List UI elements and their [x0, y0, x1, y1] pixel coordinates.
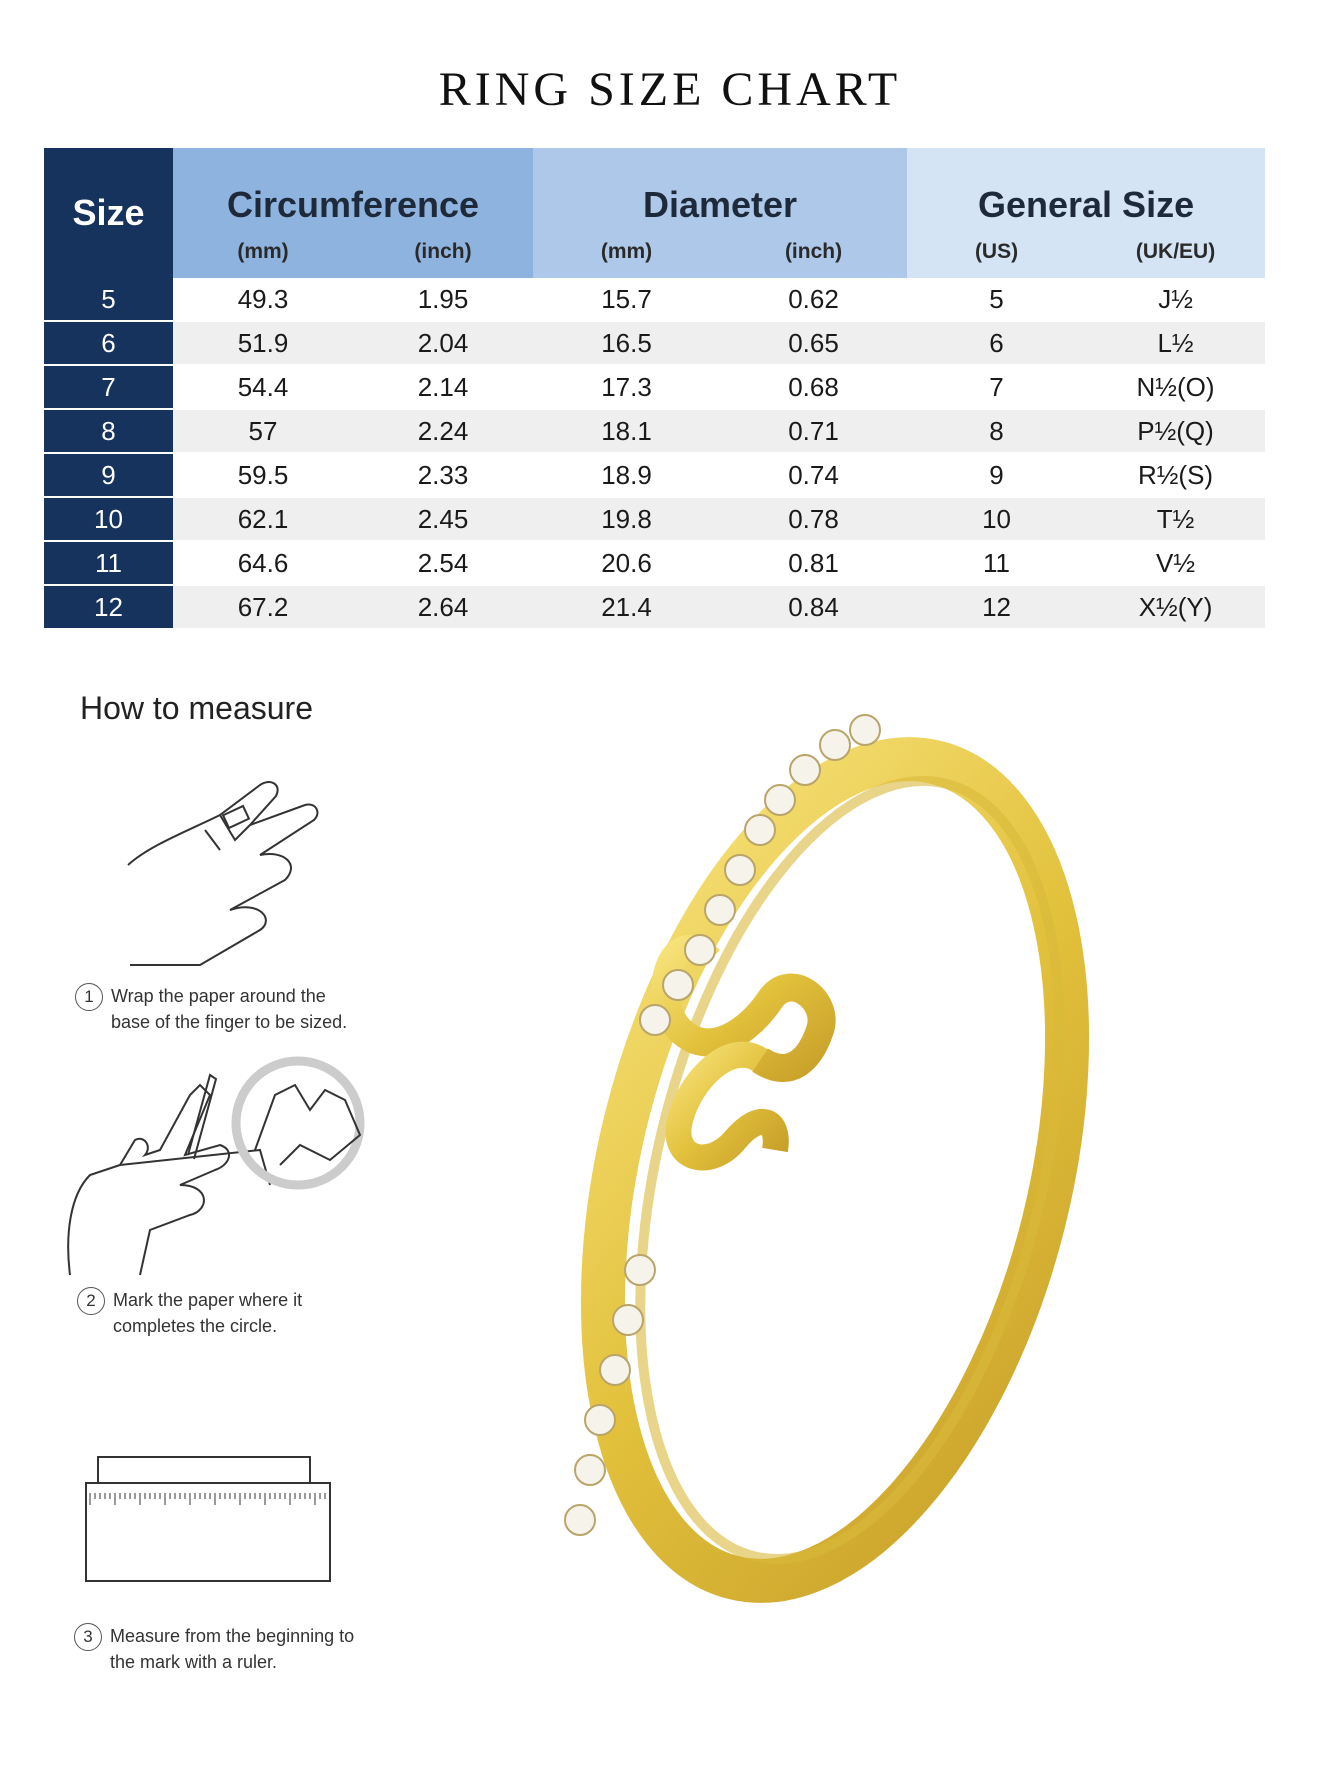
ring-stone	[640, 1005, 670, 1035]
circumference-inch-cell: 2.33	[353, 453, 533, 497]
circumference-mm-cell: 51.9	[173, 321, 353, 365]
step-text-line1: Measure from the beginning to	[110, 1626, 355, 1646]
us-size-cell: 10	[907, 497, 1086, 541]
diameter-mm-cell: 17.3	[533, 365, 720, 409]
size-cell: 8	[44, 409, 173, 453]
circumference-inch-cell: 2.64	[353, 585, 533, 629]
ring-stone	[765, 785, 795, 815]
table-row	[44, 321, 1265, 365]
unit-header: (mm)	[533, 226, 720, 278]
circumference-mm-cell: 67.2	[173, 585, 353, 629]
diameter-inch-cell: 0.65	[720, 321, 907, 365]
ring-size-table	[44, 148, 1265, 630]
size-cell: 12	[44, 585, 173, 629]
diameter-mm-cell: 18.9	[533, 453, 720, 497]
ring-stone	[745, 815, 775, 845]
step-2	[77, 1287, 302, 1339]
ring-stone	[725, 855, 755, 885]
table-row	[44, 497, 1265, 541]
circumference-inch-cell: 2.54	[353, 541, 533, 585]
diameter-mm-cell: 18.1	[533, 409, 720, 453]
diameter-inch-cell: 0.84	[720, 585, 907, 629]
mark-paper-illustration	[60, 1055, 380, 1280]
ruler-illustration	[84, 1455, 334, 1585]
diameter-inch-cell: 0.74	[720, 453, 907, 497]
general-size-header: General Size	[907, 148, 1265, 226]
circumference-mm-cell: 49.3	[173, 278, 353, 321]
infinity-ring-image	[560, 700, 1120, 1620]
ring-stone	[565, 1505, 595, 1535]
diameter-mm-cell: 19.8	[533, 497, 720, 541]
us-size-cell: 7	[907, 365, 1086, 409]
circumference-mm-cell: 54.4	[173, 365, 353, 409]
size-cell: 11	[44, 541, 173, 585]
unit-header: (US)	[907, 226, 1086, 278]
unit-header: (mm)	[173, 226, 353, 278]
ring-stone	[790, 755, 820, 785]
step-text-line2: base of the finger to be sized.	[111, 1012, 348, 1032]
diameter-mm-cell: 21.4	[533, 585, 720, 629]
step-number: 3	[74, 1623, 102, 1651]
circumference-mm-cell: 62.1	[173, 497, 353, 541]
table-row	[44, 453, 1265, 497]
circumference-inch-cell: 1.95	[353, 278, 533, 321]
us-size-cell: 12	[907, 585, 1086, 629]
diameter-inch-cell: 0.71	[720, 409, 907, 453]
circumference-mm-cell: 59.5	[173, 453, 353, 497]
ring-stone	[585, 1405, 615, 1435]
ring-stone	[820, 730, 850, 760]
size-cell: 10	[44, 497, 173, 541]
diameter-mm-cell: 15.7	[533, 278, 720, 321]
size-cell: 7	[44, 365, 173, 409]
table-row	[44, 365, 1265, 409]
table-row	[44, 409, 1265, 453]
ring-stone	[663, 970, 693, 1000]
unit-header: (inch)	[720, 226, 907, 278]
ring-stone	[613, 1305, 643, 1335]
diameter-inch-cell: 0.68	[720, 365, 907, 409]
size-cell: 5	[44, 278, 173, 321]
table-row	[44, 585, 1265, 629]
diameter-mm-cell: 16.5	[533, 321, 720, 365]
table-row	[44, 278, 1265, 321]
hand-wrap-illustration	[110, 770, 340, 980]
step-3	[74, 1623, 354, 1675]
size-header: Size	[44, 148, 173, 278]
unit-header: (inch)	[353, 226, 533, 278]
ukeu-size-cell: N½(O)	[1086, 365, 1265, 409]
step-number: 2	[77, 1287, 105, 1315]
step-text-line2: the mark with a ruler.	[110, 1652, 278, 1672]
us-size-cell: 8	[907, 409, 1086, 453]
circumference-mm-cell: 57	[173, 409, 353, 453]
ring-stone	[575, 1455, 605, 1485]
circumference-mm-cell: 64.6	[173, 541, 353, 585]
step-text-line1: Wrap the paper around the	[111, 986, 326, 1006]
ring-stone	[600, 1355, 630, 1385]
page-title: RING SIZE CHART	[438, 63, 902, 116]
size-cell: 6	[44, 321, 173, 365]
us-size-cell: 6	[907, 321, 1086, 365]
ring-stone	[685, 935, 715, 965]
us-size-cell: 9	[907, 453, 1086, 497]
circumference-inch-cell: 2.24	[353, 409, 533, 453]
diameter-header: Diameter	[533, 148, 907, 226]
table-row	[44, 541, 1265, 585]
us-size-cell: 11	[907, 541, 1086, 585]
diameter-inch-cell: 0.62	[720, 278, 907, 321]
ring-stone	[625, 1255, 655, 1285]
circumference-inch-cell: 2.04	[353, 321, 533, 365]
step-1	[75, 983, 347, 1035]
us-size-cell: 5	[907, 278, 1086, 321]
ukeu-size-cell: R½(S)	[1086, 453, 1265, 497]
step-number: 1	[75, 983, 103, 1011]
circumference-header: Circumference	[173, 148, 533, 226]
size-cell: 9	[44, 453, 173, 497]
ukeu-size-cell: V½	[1086, 541, 1265, 585]
diameter-inch-cell: 0.81	[720, 541, 907, 585]
diameter-inch-cell: 0.78	[720, 497, 907, 541]
step-text-line1: Mark the paper where it	[113, 1290, 303, 1310]
diameter-mm-cell: 20.6	[533, 541, 720, 585]
ring-stone	[705, 895, 735, 925]
how-to-measure-title: How to measure	[80, 690, 313, 726]
ukeu-size-cell: T½	[1086, 497, 1265, 541]
ukeu-size-cell: J½	[1086, 278, 1265, 321]
ukeu-size-cell: L½	[1086, 321, 1265, 365]
circumference-inch-cell: 2.45	[353, 497, 533, 541]
ring-stone	[850, 715, 880, 745]
ukeu-size-cell: X½(Y)	[1086, 585, 1265, 629]
circumference-inch-cell: 2.14	[353, 365, 533, 409]
step-text-line2: completes the circle.	[113, 1316, 278, 1336]
unit-header: (UK/EU)	[1086, 226, 1265, 278]
ukeu-size-cell: P½(Q)	[1086, 409, 1265, 453]
